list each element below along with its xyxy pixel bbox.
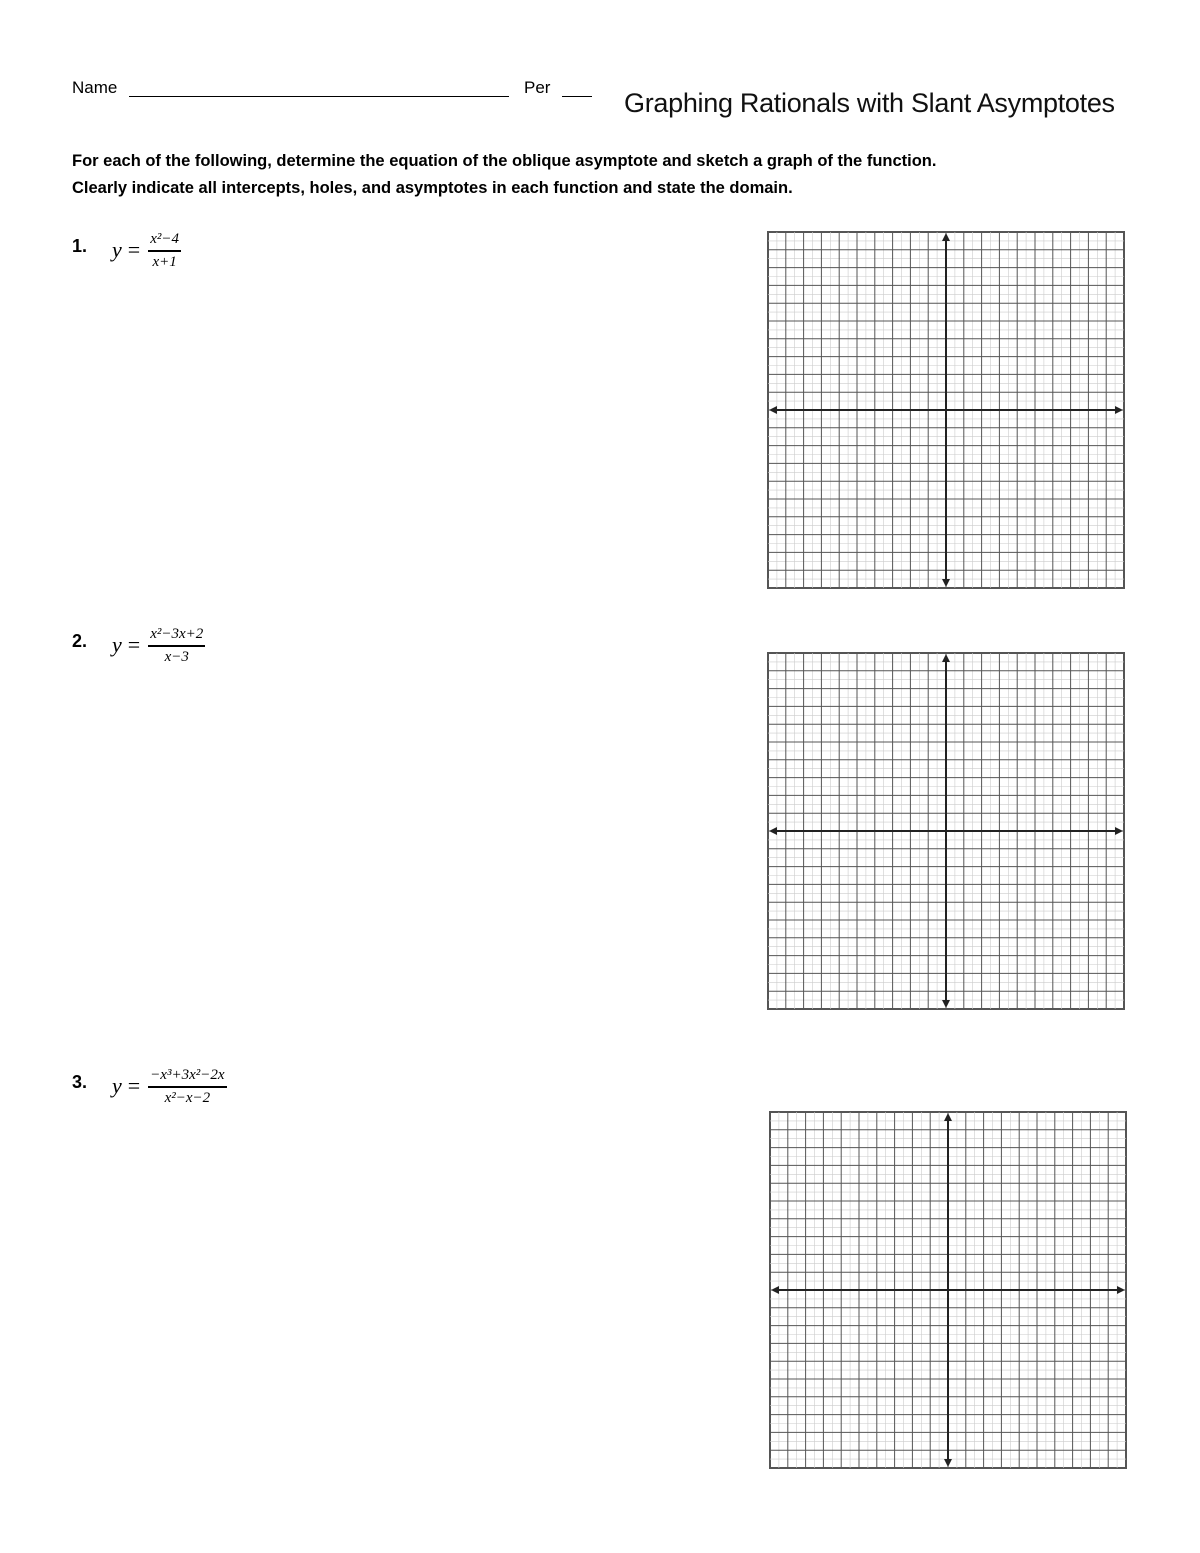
worksheet-header <box>72 68 1132 119</box>
instructions <box>72 148 1132 202</box>
coordinate-grid-3[interactable] <box>768 1110 1128 1470</box>
fraction-denominator: x+1 <box>152 253 177 270</box>
grid-svg[interactable] <box>768 1110 1128 1470</box>
grid-svg[interactable] <box>766 651 1126 1011</box>
problem-number: 3. <box>72 1072 88 1092</box>
problem-equation <box>112 226 181 274</box>
problem-number: 2. <box>72 631 88 651</box>
problem-number: 1. <box>72 236 88 256</box>
worksheet-title: Graphing Rationals with Slant Asymptotes <box>624 88 1115 119</box>
problem-equation <box>112 621 205 669</box>
equation-lhs: y <box>112 1073 122 1098</box>
fraction-numerator: x²−4 <box>148 230 181 252</box>
grid-svg[interactable] <box>766 230 1126 590</box>
equals-sign: = <box>127 237 141 262</box>
name-label: Name <box>72 78 118 97</box>
name-blank-line[interactable] <box>129 96 509 97</box>
fraction-denominator: x²−x−2 <box>164 1089 211 1106</box>
rational-fraction <box>148 1066 226 1107</box>
equation-lhs: y <box>112 237 122 262</box>
period-label: Per <box>524 78 551 97</box>
fraction-numerator: x²−3x+2 <box>148 625 205 647</box>
instructions-line-1: For each of the following, determine the equation of the oblique asymptote and sketch a graph of the function. <box>72 152 937 170</box>
instructions-line-2: Clearly indicate all intercepts, holes, and asymptotes in each function and state the domain. <box>72 179 793 197</box>
rational-fraction <box>148 625 205 666</box>
period-blank-line[interactable] <box>562 96 592 97</box>
rational-fraction <box>148 230 181 271</box>
coordinate-grid-2[interactable] <box>766 651 1126 1011</box>
coordinate-grid-1[interactable] <box>766 230 1126 590</box>
problem-equation <box>112 1062 227 1110</box>
fraction-denominator: x−3 <box>164 648 189 665</box>
equals-sign: = <box>127 632 141 657</box>
equation-lhs: y <box>112 632 122 657</box>
fraction-numerator: −x³+3x²−2x <box>148 1066 226 1088</box>
equals-sign: = <box>127 1073 141 1098</box>
